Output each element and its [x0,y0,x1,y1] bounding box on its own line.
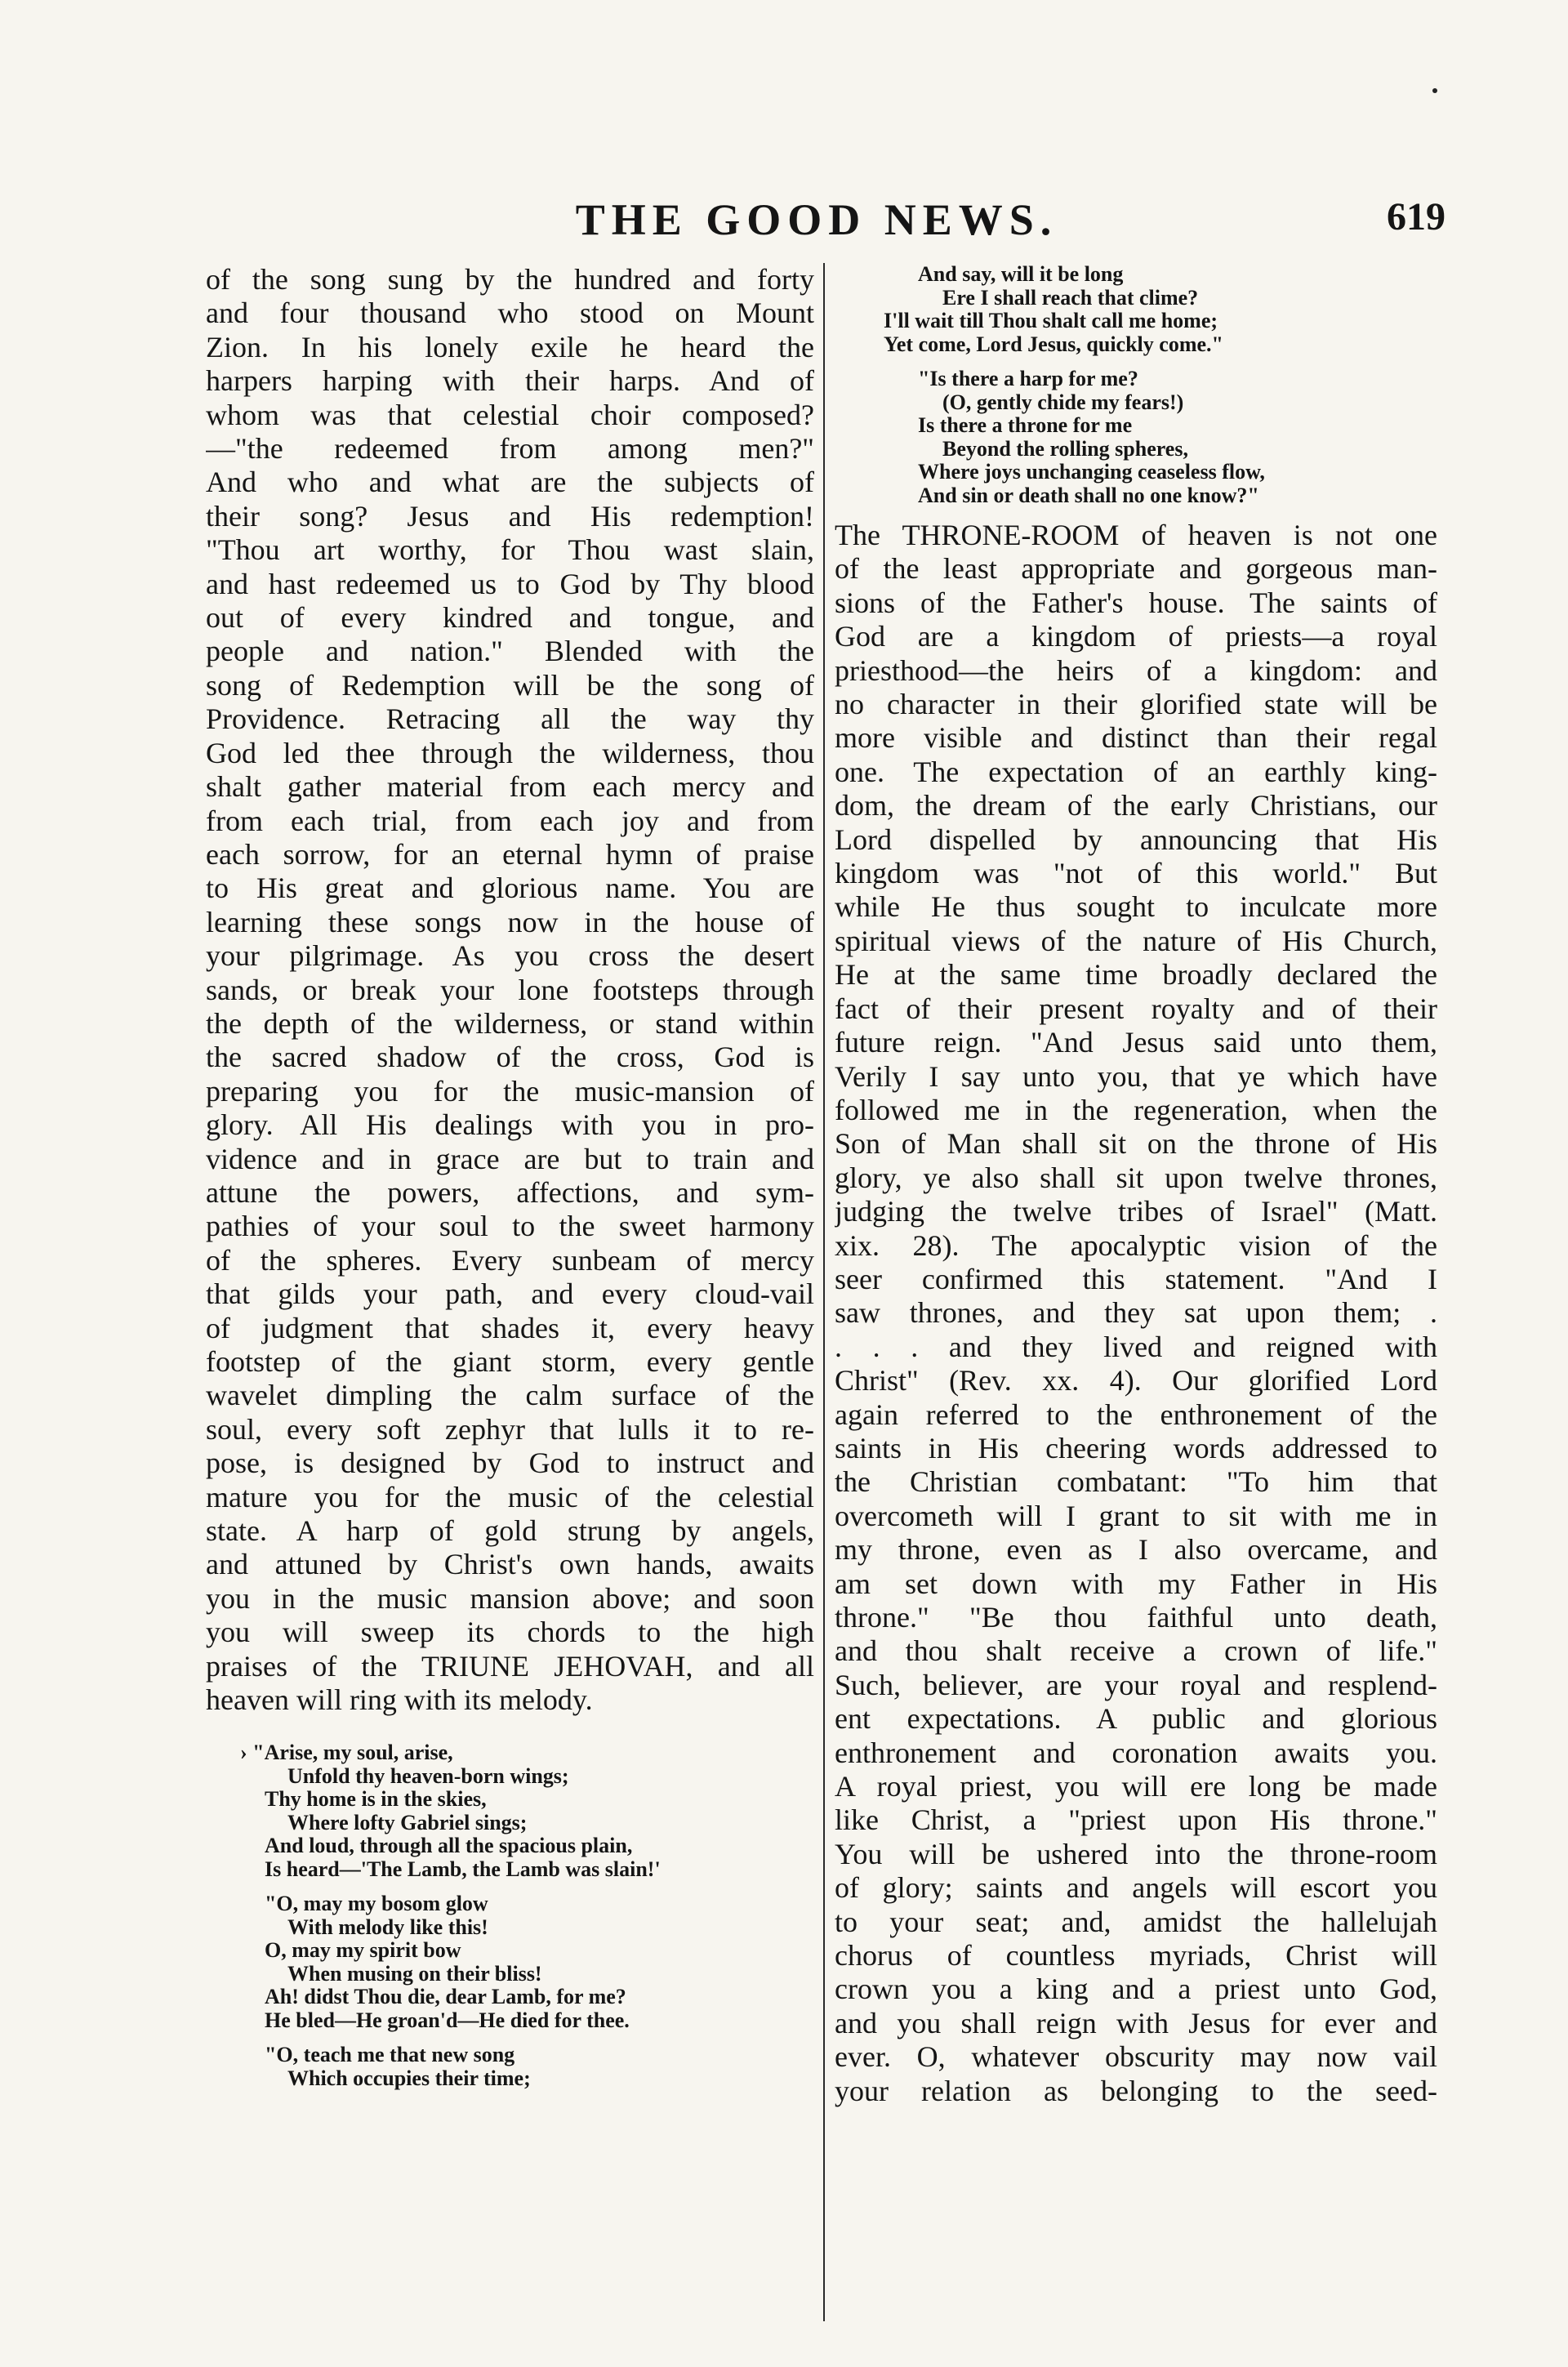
right-text-line: crown you a king and a priest unto God, [835,1972,1437,2006]
left-text-line: pose, is designed by God to instruct and [206,1446,814,1480]
right-text-line: spiritual views of the nature of His Church, [835,924,1437,957]
running-title: THE GOOD NEWS. [575,195,1058,244]
right-text-line: of the least appropriate and gorgeous man- [835,552,1437,586]
right-text-line: God are a kingdom of priests—a royal [835,620,1437,653]
right-text-line: Lord dispelled by announcing that His [835,822,1437,856]
left-text-line: and four thousand who stood on Mount [206,296,814,330]
right-column [835,263,1437,2354]
left-text-line: people and nation." Blended with the [206,635,814,668]
left-text-line: mature you for the music of the celestial [206,1480,814,1513]
verse-line: Thy home is in the skies, [265,1787,487,1812]
right-text-line: my throne, even as I also overcame, and [835,1533,1437,1567]
right-text-line: the Christian combatant: "To him that [835,1465,1437,1499]
left-text-line: pathies of your soul to the sweet harmony [206,1210,814,1243]
left-text-line: preparing you for the music-mansion of [206,1074,814,1108]
right-text-line: like Christ, a "priest upon His throne." [835,1803,1437,1837]
left-text-line: learning these songs now in the house of [206,905,814,938]
verse-line: Is there a throne for me [918,413,1133,437]
ink-speck [1432,88,1437,93]
right-text-line: . . . and they lived and reigned with [835,1330,1437,1363]
left-text-line: state. A harp of gold strung by angels, [206,1514,814,1548]
left-text-line: you will sweep its chords to the high [206,1616,814,1649]
verse-line: O, may my spirit bow [265,1938,461,1963]
right-text-line: Such, believer, are your royal and resplend- [835,1668,1437,1701]
verse-line: "O, teach me that new song [265,2043,515,2067]
left-column [206,263,814,2354]
right-text-line: throne." "Be thou faithful unto death, [835,1601,1437,1634]
left-text-line: their song? Jesus and His redemption! [206,499,814,533]
left-text-line: soul, every soft zephyr that lulls it to re- [206,1412,814,1446]
verse-line: Where joys unchanging ceaseless flow, [918,460,1265,484]
left-text-line: you in the music mansion above; and soon [206,1581,814,1615]
right-text-line: You will be ushered into the throne-room [835,1837,1437,1870]
right-text-line: and you shall reign with Jesus for ever and [835,2006,1437,2039]
left-text-line: glory. All His dealings with you in pro- [206,1108,814,1142]
right-body-paragraph [835,519,1437,2108]
left-text-line: God led thee through the wilderness, thou [206,736,814,769]
column-divider [823,263,825,2321]
verse-line: "Is there a harp for me? [918,367,1138,390]
left-text-line: and attuned by Christ's own hands, awaits [206,1548,814,1581]
left-text-line: out of every kindred and tongue, and [206,601,814,635]
left-text-line: of judgment that shades it, every heavy [206,1311,814,1344]
right-text-line: no character in their glorified state will be [835,688,1437,721]
page-number: 619 [1387,195,1446,238]
hymn-stanza [206,2044,814,2090]
left-text-line: Providence. Retracing all the way thy [206,702,814,736]
right-text-line: overcometh will I grant to sit with me in [835,1499,1437,1532]
right-text-line: and thou shalt receive a crown of life." [835,1634,1437,1668]
right-hymn-verses [884,263,1437,507]
verse-line: Which occupies their time; [287,2066,531,2090]
right-text-line: judging the twelve tribes of Israel" (Matt. [835,1195,1437,1228]
right-text-line: A royal priest, you will ere long be made [835,1770,1437,1803]
right-text-line: again referred to the enthronement of the [835,1397,1437,1431]
right-text-line: fact of their present royalty and of their [835,992,1437,1025]
left-text-line: harpers harping with their harps. And of [206,364,814,398]
left-text-line: heaven will ring with its melody. [206,1683,593,1717]
left-text-line: footstep of the giant storm, every gentle [206,1345,814,1378]
verse-line: And loud, through all the spacious plain, [265,1834,633,1858]
left-text-line: attune the powers, affections, and sym- [206,1175,814,1209]
right-text-line: He at the same time broadly declared the [835,958,1437,992]
right-text-line: Verily I say unto you, that ye which have [835,1059,1437,1093]
verse-line: (O, gently chide my fears!) [942,390,1184,414]
left-text-line: Zion. In his lonely exile he heard the [206,330,814,363]
left-text-line: that gilds your path, and every cloud-vail [206,1277,814,1311]
verse-line: And say, will it be long [918,263,1124,286]
right-text-line: kingdom was "not of this world." But [835,857,1437,890]
verse-line: Is heard—'The Lamb, the Lamb was slain!' [265,1857,661,1881]
left-text-line: sands, or break your lone footsteps through [206,973,814,1006]
hymn-stanza [206,1892,814,2032]
right-text-line: chorus of countless myriads, Christ will [835,1939,1437,1972]
verse-line: Unfold thy heaven-born wings; [287,1763,569,1788]
page-header [188,194,1446,252]
right-text-line: dom, the dream of the early Christians, our [835,789,1437,822]
right-text-line: am set down with my Father in His [835,1567,1437,1600]
verse-line: He bled—He groan'd—He died for thee. [265,2008,630,2032]
right-text-line: of glory; saints and angels will escort you [835,1871,1437,1905]
left-text-line: And who and what are the subjects of [206,466,814,499]
right-text-line: ever. O, whatever obscurity may now vail [835,2040,1437,2074]
left-text-line: of the spheres. Every sunbeam of mercy [206,1243,814,1277]
left-text-line: from each trial, from each joy and from [206,804,814,837]
hymn-stanza [884,368,1437,507]
left-text-line: shalt gather material from each mercy and [206,770,814,804]
verse-line: Yet come, Lord Jesus, quickly come." [884,332,1223,356]
right-text-line: more visible and distinct than their regal [835,721,1437,755]
right-text-line: priesthood—the heirs of a kingdom: and [835,653,1437,687]
right-text-line: to your seat; and, amidst the hallelujah [835,1905,1437,1938]
left-text-line: "Thou art worthy, for Thou wast slain, [206,533,814,567]
left-text-line: wavelet dimpling the calm surface of the [206,1379,814,1412]
left-text-line: the depth of the wilderness, or stand within [206,1006,814,1040]
right-text-line: glory, ye also shall sit upon twelve thrones, [835,1161,1437,1194]
left-text-line: each sorrow, for an eternal hymn of praise [206,837,814,871]
left-text-line: vidence and in grace are but to train and [206,1142,814,1175]
right-text-line: seer confirmed this statement. "And I [835,1262,1437,1295]
left-text-line: your pilgrimage. As you cross the desert [206,939,814,973]
hymn-stanza [884,263,1437,356]
right-text-line: enthronement and coronation awaits you. [835,1736,1437,1769]
right-text-line: while He thus sought to inculcate more [835,890,1437,924]
verse-line: "O, may my bosom glow [265,1892,488,1916]
right-text-line: future reign. "And Jesus said unto them, [835,1026,1437,1059]
left-text-line: the sacred shadow of the cross, God is [206,1041,814,1074]
right-text-line: followed me in the regeneration, when the [835,1093,1437,1126]
right-text-line: The THRONE-ROOM of heaven is not one [835,519,1437,551]
left-body-paragraph [206,263,814,1717]
left-text-line: praises of the TRIUNE JEHOVAH, and all [206,1649,814,1683]
verse-line: Ere I shall reach that clime? [942,285,1199,310]
left-text-line: to His great and glorious name. You are [206,871,814,905]
right-text-line: saints in His cheering words addressed to [835,1431,1437,1464]
left-text-line: song of Redemption will be the song of [206,668,814,702]
verse-line: And sin or death shall no one know?" [918,483,1259,507]
right-text-line: one. The expectation of an earthly king- [835,755,1437,788]
left-text-line: whom was that celestial choir composed? [206,398,814,431]
right-text-line: ent expectations. A public and glorious [835,1702,1437,1736]
right-text-line: saw thrones, and they sat upon them; . [835,1296,1437,1330]
right-text-line: Son of Man shall sit on the throne of His [835,1127,1437,1161]
hymn-stanza [206,1741,814,1881]
verse-line: Ah! didst Thou die, dear Lamb, for me? [265,1985,626,2009]
verse-line: Where lofty Gabriel sings; [287,1810,528,1834]
left-hymn-verses [206,1741,814,2090]
verse-line: When musing on their bliss! [287,1961,542,1986]
verse-line: I'll wait till Thou shalt call me home; [884,309,1218,332]
left-text-line: and hast redeemed us to God by Thy blood [206,567,814,600]
left-text-line: —"the redeemed from among men?" [206,432,814,466]
verse-line: With melody like this! [287,1915,488,1939]
right-text-line: sions of the Father's house. The saints of [835,586,1437,619]
right-text-line: xix. 28). The apocalyptic vision of the [835,1228,1437,1262]
verse-line: Beyond the rolling spheres, [942,436,1188,461]
right-text-line: Christ" (Rev. xx. 4). Our glorified Lord [835,1364,1437,1397]
right-text-line: your relation as belonging to the seed- [835,2074,1437,2107]
left-text-line: of the song sung by the hundred and forty [206,263,814,296]
verse-line: › "Arise, my soul, arise, [240,1741,453,1765]
